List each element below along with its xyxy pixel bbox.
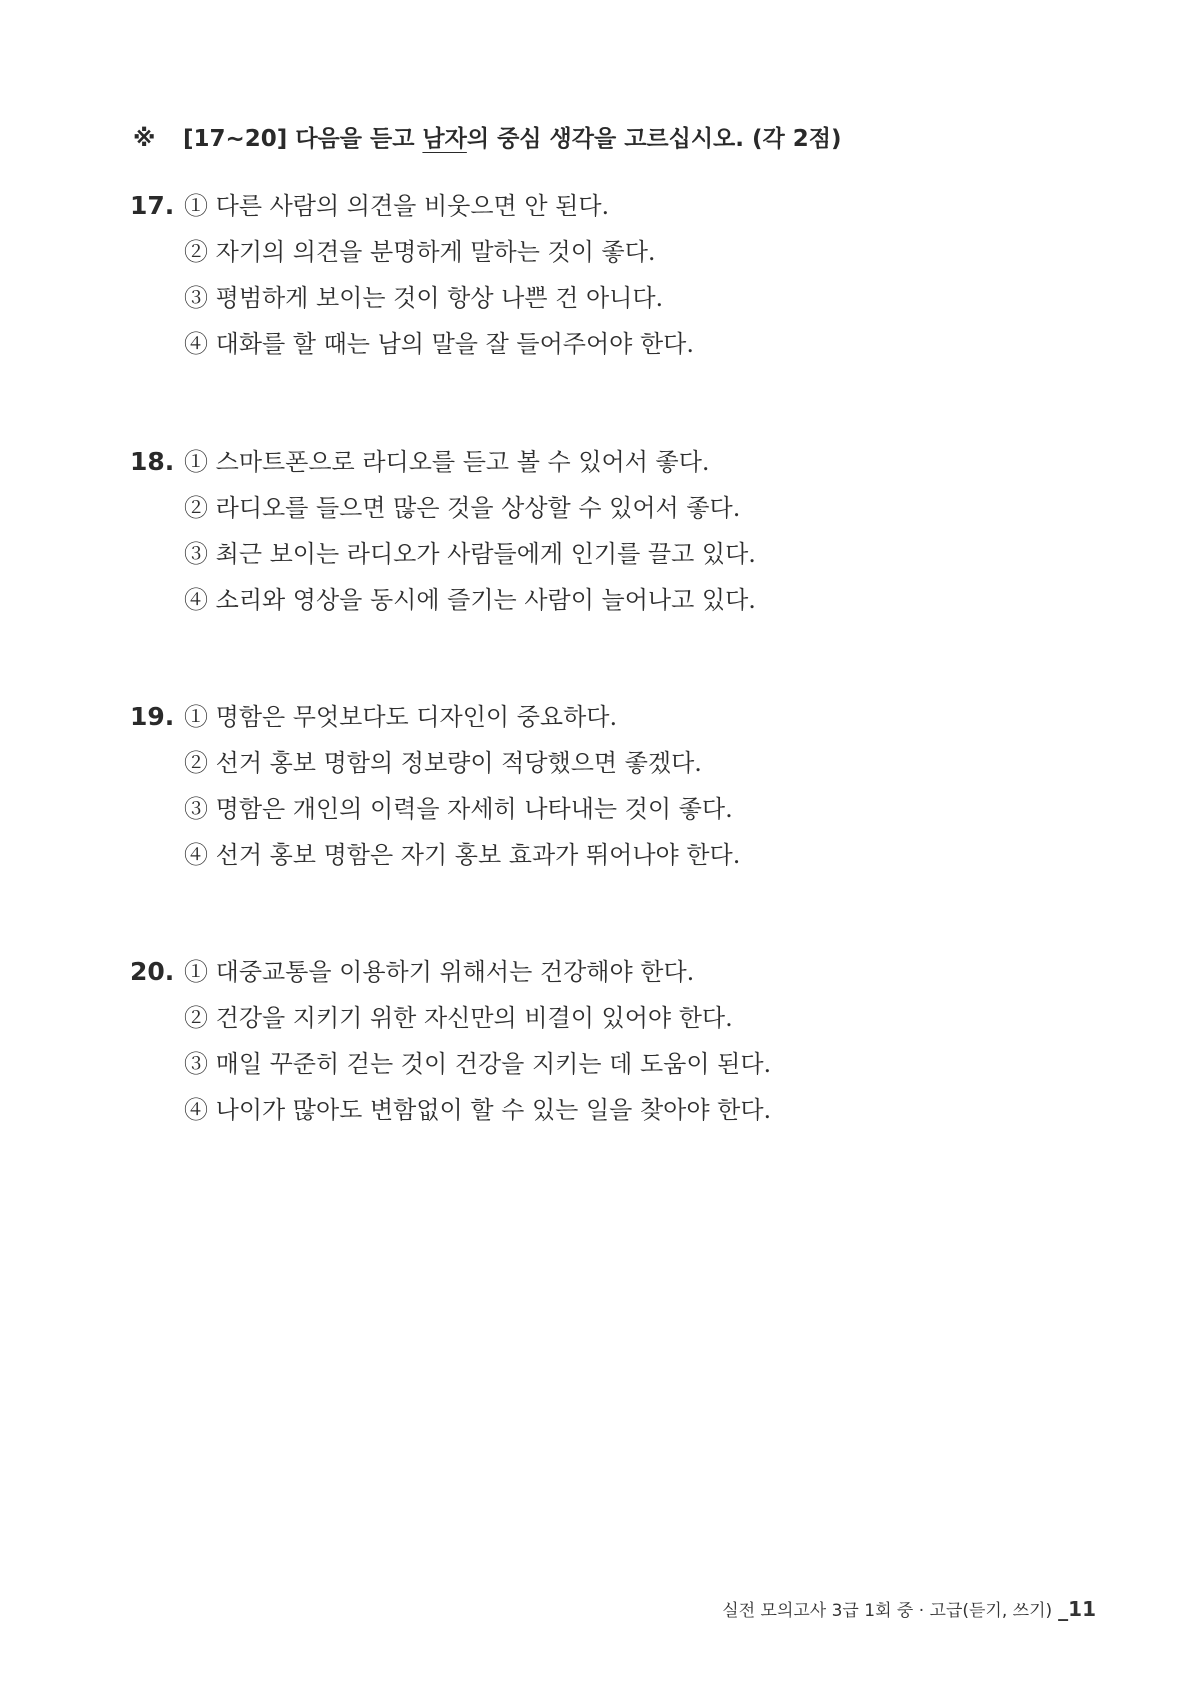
option-4: ④ 선거 홍보 명함은 자기 홍보 효과가 뛰어나야 한다. <box>184 841 741 869</box>
question-number: 19. <box>130 702 175 731</box>
option-1: ① 대중교통을 이용하기 위해서는 건강해야 한다. <box>184 958 695 986</box>
option-4: ④ 대화를 할 때는 남의 말을 잘 들어주어야 한다. <box>184 330 694 358</box>
option-4: ④ 나이가 많아도 변함없이 할 수 있는 일을 찾아야 한다. <box>184 1096 772 1124</box>
page-footer <box>722 1594 1096 1626</box>
option-list <box>184 188 694 372</box>
option-3: ③ 평범하게 보이는 것이 항상 나쁜 건 아니다. <box>184 284 664 312</box>
option-2: ② 라디오를 들으면 많은 것을 상상할 수 있어서 좋다. <box>184 494 741 522</box>
option-3: ③ 명함은 개인의 이력을 자세히 나타내는 것이 좋다. <box>184 795 733 823</box>
option-3: ③ 매일 꾸준히 걷는 것이 건강을 지키는 데 도움이 된다. <box>184 1050 772 1078</box>
reference-mark: ※ <box>133 126 156 152</box>
option-3: ③ 최근 보이는 라디오가 사람들에게 인기를 끌고 있다. <box>184 540 756 568</box>
question-number: 18. <box>130 447 175 476</box>
option-2: ② 선거 홍보 명함의 정보량이 적당했으면 좋겠다. <box>184 749 702 777</box>
question-number: 17. <box>130 191 175 220</box>
option-list <box>184 444 756 628</box>
option-1: ① 다른 사람의 의견을 비웃으면 안 된다. <box>184 192 610 220</box>
page-number: _11 <box>1058 1597 1096 1621</box>
instruction-text-after: 의 중심 생각을 고르십시오. (각 2점) <box>466 126 842 152</box>
instruction-underlined-word: 남자 <box>422 126 467 152</box>
option-1: ① 명함은 무엇보다도 디자인이 중요하다. <box>184 703 618 731</box>
option-2: ② 건강을 지키기 위한 자신만의 비결이 있어야 한다. <box>184 1004 733 1032</box>
option-2: ② 자기의 의견을 분명하게 말하는 것이 좋다. <box>184 238 656 266</box>
option-4: ④ 소리와 영상을 동시에 즐기는 사람이 늘어나고 있다. <box>184 586 756 614</box>
instruction-text-before: [17~20] 다음을 듣고 <box>183 126 423 152</box>
question-number: 20. <box>130 957 175 986</box>
footer-text: 실전 모의고사 3급 1회 중 · 고급(듣기, 쓰기) <box>722 1601 1053 1621</box>
option-list <box>184 954 771 1138</box>
option-1: ① 스마트폰으로 라디오를 듣고 볼 수 있어서 좋다. <box>184 448 710 476</box>
option-list <box>184 699 740 883</box>
section-instruction <box>133 122 842 156</box>
